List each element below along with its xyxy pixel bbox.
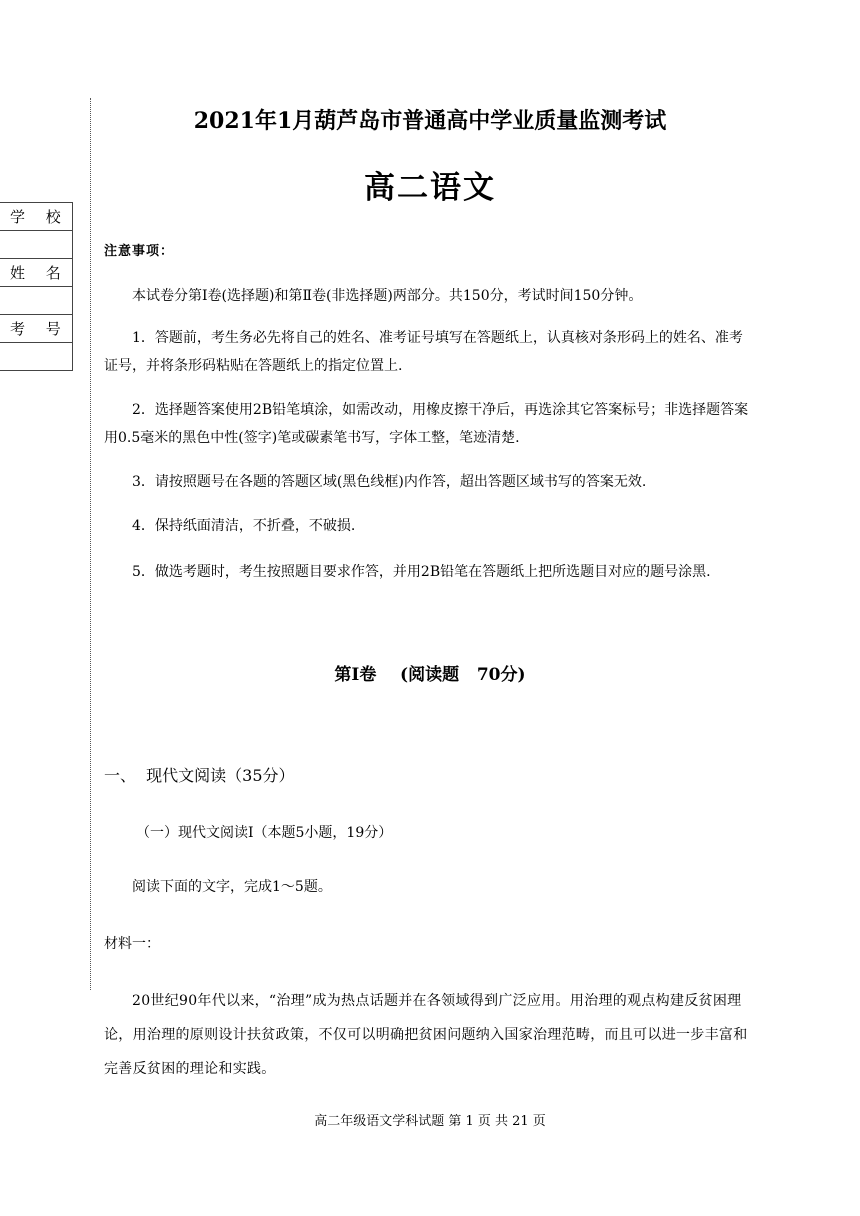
subpart-heading: （一）现代文阅读Ⅰ（本题5小题，19分） [136,825,393,841]
material-one-text: 20世纪90年代以来，“治理”成为热点话题并在各领域得到广泛应用。用治理的观点构建反贫困理论，用治理的原则设计扶贫政策，不仅可以明确把贫困问题纳入国家治理范畴，而且可以进一步丰富和完善反贫困的理论和实践。 [104,993,748,1077]
part-one-heading: 一、 现代文阅读（35分） [104,766,295,785]
notice-item-3: 3．请按照题号在各题的答题区域(黑色线框)内作答，超出答题区域书写的答案无效. [132,474,647,490]
material-label: 材料一： [104,936,160,952]
exam-subject: 高二语文 [364,170,496,206]
student-info-table [0,202,73,371]
notice-heading: 注意事项： [104,244,175,259]
exam-title: 2021年1月葫芦岛市普通高中学业质量监测考试 [193,108,667,134]
binding-line [90,98,91,990]
page-footer: 高二年级语文学科试题 第 1 页 共 21 页 [314,1114,546,1129]
exam-number-field[interactable] [0,343,73,371]
notice-item-2: 2．选择题答案使用2B铅笔填涂，如需改动，用橡皮擦干净后，再选涂其它答案标号；非选择题答案用0.5毫米的黑色中性(签字)笔或碳素笔书写，字体工整，笔迹清楚. [104,402,749,446]
school-field[interactable] [0,231,73,259]
section-title: 第Ⅰ卷 (阅读题 70分) [334,665,526,685]
exam-number-label: 考 号 [0,315,73,343]
school-label: 学 校 [0,203,73,231]
notice-item-1: 1．答题前，考生务必先将自己的姓名、准考证号填写在答题纸上，认真核对条形码上的姓名、准考证号，并将条形码粘贴在答题纸上的指定位置上. [104,330,743,374]
notice-item-5: 5．做选考题时，考生按照题目要求作答，并用2B铅笔在答题纸上把所选题目对应的题号涂黑. [132,564,711,580]
notice-item-4: 4．保持纸面清洁，不折叠，不破损. [132,518,356,534]
name-field[interactable] [0,287,73,315]
notice-intro: 本试卷分第Ⅰ卷(选择题)和第Ⅱ卷(非选择题)两部分。共150分，考试时间150分钟。 [132,288,643,304]
name-label: 姓 名 [0,259,73,287]
reading-instruction: 阅读下面的文字，完成1～5题。 [132,879,332,895]
